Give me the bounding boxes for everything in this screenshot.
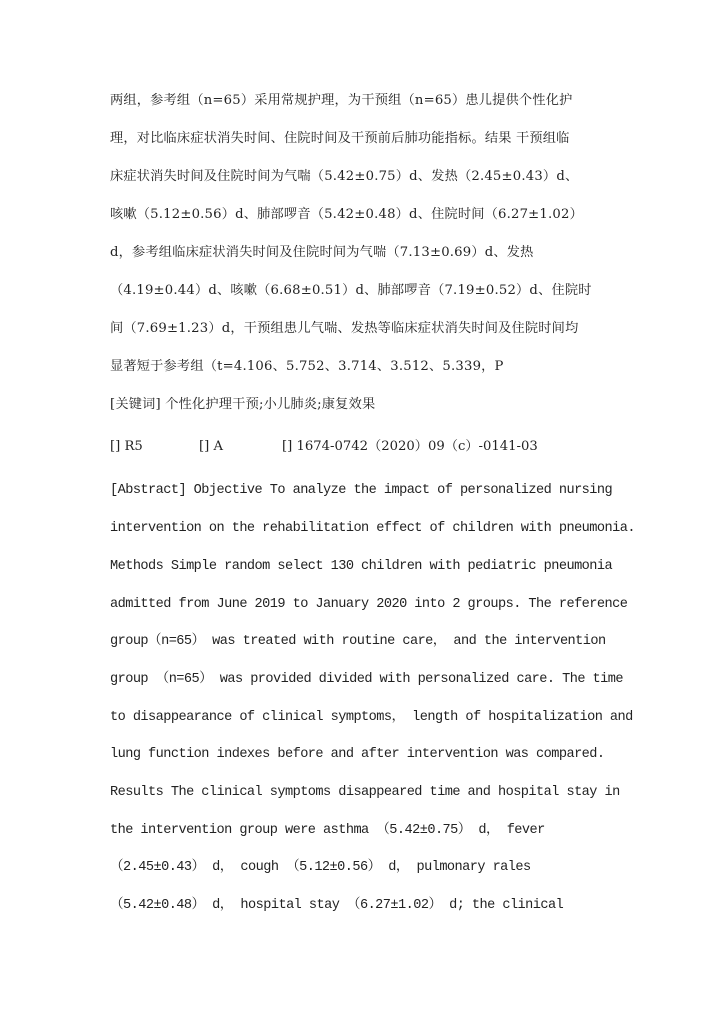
text-line: admitted from June 2019 to January 2020 into 2 groups. The reference (110, 597, 628, 612)
text-line: [Abstract] Objective To analyze the impact of personalized nursing (110, 483, 613, 498)
text-line: （5.42±0.48） d， hospital stay （6.27±1.02） d; the clinical (110, 898, 564, 913)
text-line: 床症状消失时间及住院时间为气喘（5.42±0.75）d、发热（2.45±0.43）d、 (110, 169, 579, 184)
article-id: [] 1674-0742（2020）09（c）-0141-03 (282, 439, 538, 454)
text-line: 间（7.69±1.23）d，干预组患儿气喘、发热等临床症状消失时间及住院时间均 (110, 321, 579, 336)
text-line: to disappearance of clinical symptoms， length of hospitalization and (110, 710, 633, 725)
clc-number: [] R5 (110, 439, 143, 454)
text-line: lung function indexes before and after intervention was compared. (110, 747, 605, 762)
text-line: the intervention group were asthma （5.42±0.75） d， fever (110, 823, 545, 838)
text-line: group （n=65） was provided divided with personalized care. The time (110, 672, 623, 687)
text-line: Methods Simple random select 130 children with pediatric pneumonia (110, 559, 613, 574)
keywords: [关键词] 个性化护理干预;小儿肺炎;康复效果 (110, 397, 376, 412)
text-line: 显著短于参考组（t=4.106、5.752、3.714、3.512、5.339，P (110, 359, 504, 374)
text-line: intervention on the rehabilitation effect of children with pneumonia. (110, 521, 635, 536)
document-code: [] A (199, 439, 224, 454)
text-line: d，参考组临床症状消失时间及住院时间为气喘（7.13±0.69）d、发热 (110, 245, 534, 260)
text-line: （2.45±0.43） d， cough （5.12±0.56） d， pulmonary rales (110, 860, 531, 875)
text-line: group（n=65） was treated with routine care， and the intervention (110, 634, 606, 649)
text-line: 理，对比临床症状消失时间、住院时间及干预前后肺功能指标。结果 干预组临 (110, 131, 570, 146)
text-line: 两组，参考组（n=65）采用常规护理，为干预组（n=65）患儿提供个性化护 (110, 93, 573, 108)
text-line: 咳嗽（5.12±0.56）d、肺部啰音（5.42±0.48）d、住院时间（6.27±1.02） (110, 207, 583, 222)
text-line: （4.19±0.44）d、咳嗽（6.68±0.51）d、肺部啰音（7.19±0.52）d、住院时 (110, 283, 592, 298)
text-line: Results The clinical symptoms disappeared time and hospital stay in (110, 785, 620, 800)
